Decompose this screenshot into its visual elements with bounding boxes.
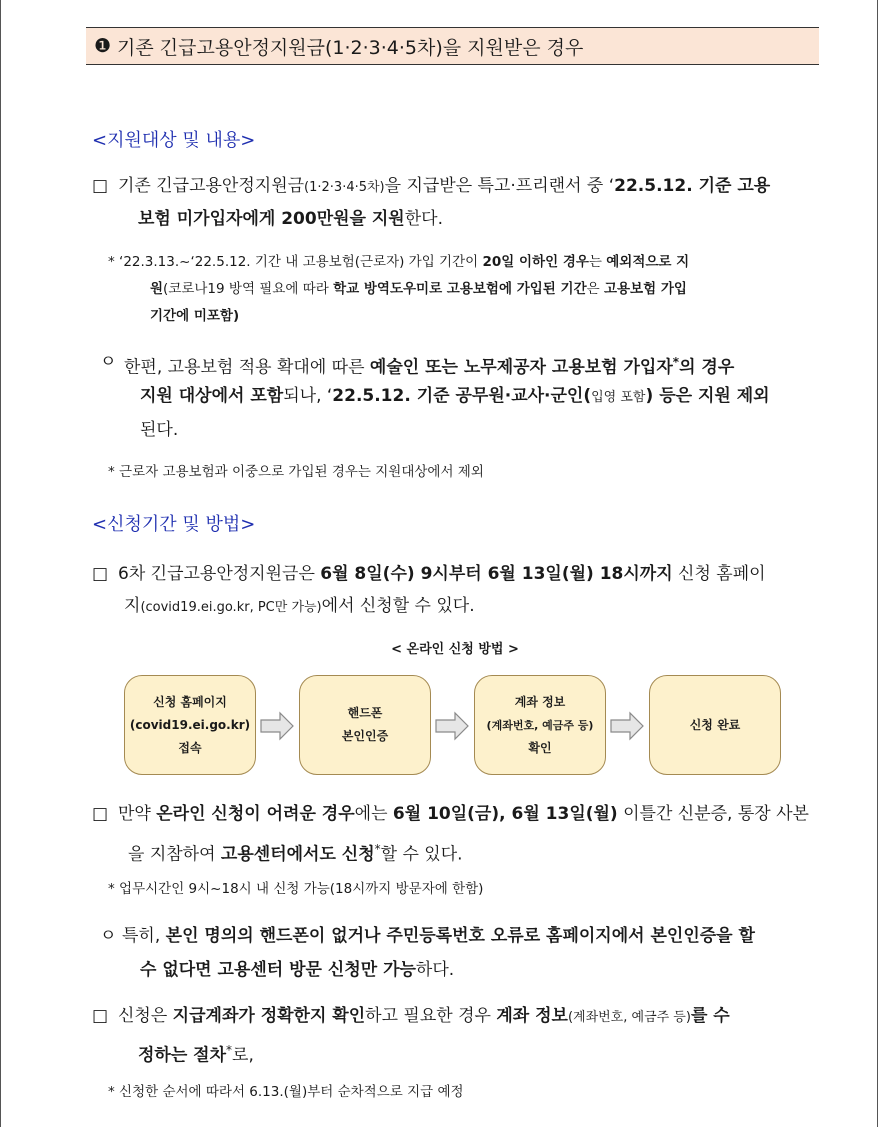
offline-line-2: 을 지참하여 고용센터에서도 신청*할 수 있다. (128, 842, 463, 865)
period-line-2: 지(covid19.ei.go.kr, PC만 가능)에서 신청할 수 있다. (124, 596, 475, 616)
flow-step-account-check: 계좌 정보 (계좌번호, 예금주 등) 확인 (474, 675, 606, 775)
period-line-1: 6차 긴급고용안정지원금은 6월 8일(수) 9시부터 6월 13일(월) 18시까지 신청 홈페이 (118, 564, 766, 584)
section-header (86, 27, 819, 65)
flow-arrow-icon (610, 711, 644, 741)
eligibility-line-1: 기존 긴급고용안정지원금(1·2·3·4·5차)을 지급받은 특고·프리랜서 중 ‘22.5.12. 기준 고용 (118, 176, 771, 196)
circle-bullet: ㅇ (100, 352, 117, 372)
expansion-line-3: 된다. (140, 420, 179, 440)
flow-arrow-icon (260, 711, 294, 741)
square-bullet: □ (92, 564, 109, 584)
visit-line-1: 특히, 본인 명의의 핸드폰이 없거나 주민등록번호 오류로 홈페이지에서 본인인증을 할 (122, 926, 755, 946)
note-business-hours: * 업무시간인 9시~18시 내 신청 가능(18시까지 방문자에 한함) (108, 881, 484, 897)
account-line-2: 정하는 절차*로, (138, 1043, 254, 1066)
note-dual-insurance: * 근로자 고용보험과 이중으로 가입된 경우는 지원대상에서 제외 (108, 464, 484, 480)
eligibility-line-2: 보험 미가입자에게 200만원을 지원한다. (138, 209, 443, 229)
header-number: ❶ (94, 35, 112, 57)
expansion-line-1: 한편, 고용보험 적용 확대에 따른 예술인 또는 노무제공자 고용보험 가입자*의 경우 (124, 355, 735, 378)
circle-bullet: ㅇ (100, 926, 117, 946)
square-bullet: □ (92, 1006, 109, 1026)
note-exception-line-2: 원(코로나19 방역 필요에 따라 학교 방역도우미로 고용보험에 가입된 기간은 고용보험 가입 (150, 281, 687, 297)
account-line-1: 신청은 지급계좌가 정확한지 확인하고 필요한 경우 계좌 정보(계좌번호, 예금주 등)를 수 (118, 1006, 730, 1026)
flow-step-complete: 신청 완료 (649, 675, 781, 775)
flow-step-homepage: 신청 홈페이지 (covid19.ei.go.kr) 접속 (124, 675, 256, 775)
note-payment-order: * 신청한 순서에 따라서 6.13.(월)부터 순차적으로 지급 예정 (108, 1084, 464, 1100)
note-exception-line-1: * ‘22.3.13.~‘22.5.12. 기간 내 고용보험(근로자) 가입 기간이 20일 이하인 경우는 예외적으로 지 (108, 254, 690, 270)
square-bullet: □ (92, 804, 109, 824)
section-title-eligibility: <지원대상 및 내용> (92, 130, 256, 151)
square-bullet: □ (92, 176, 109, 196)
flow-step-phone-auth: 핸드폰 본인인증 (299, 675, 431, 775)
note-exception-line-3: 기간에 미포함) (150, 308, 240, 324)
expansion-line-2: 지원 대상에서 포함되나, ‘22.5.12. 기준 공무원·교사·군인(입영 포함) 등은 지원 제외 (140, 386, 770, 406)
header-title: 기존 긴급고용안정지원금(1·2·3·4·5차)을 지원받은 경우 (117, 36, 584, 59)
visit-line-2: 수 없다면 고용센터 방문 신청만 가능하다. (140, 960, 455, 980)
flow-title: < 온라인 신청 방법 > (391, 642, 519, 657)
section-title-application: <신청기간 및 방법> (92, 514, 256, 535)
offline-line-1: 만약 온라인 신청이 어려운 경우에는 6월 10일(금), 6월 13일(월) 이틀간 신분증, 통장 사본 (118, 804, 809, 824)
flow-arrow-icon (435, 711, 469, 741)
